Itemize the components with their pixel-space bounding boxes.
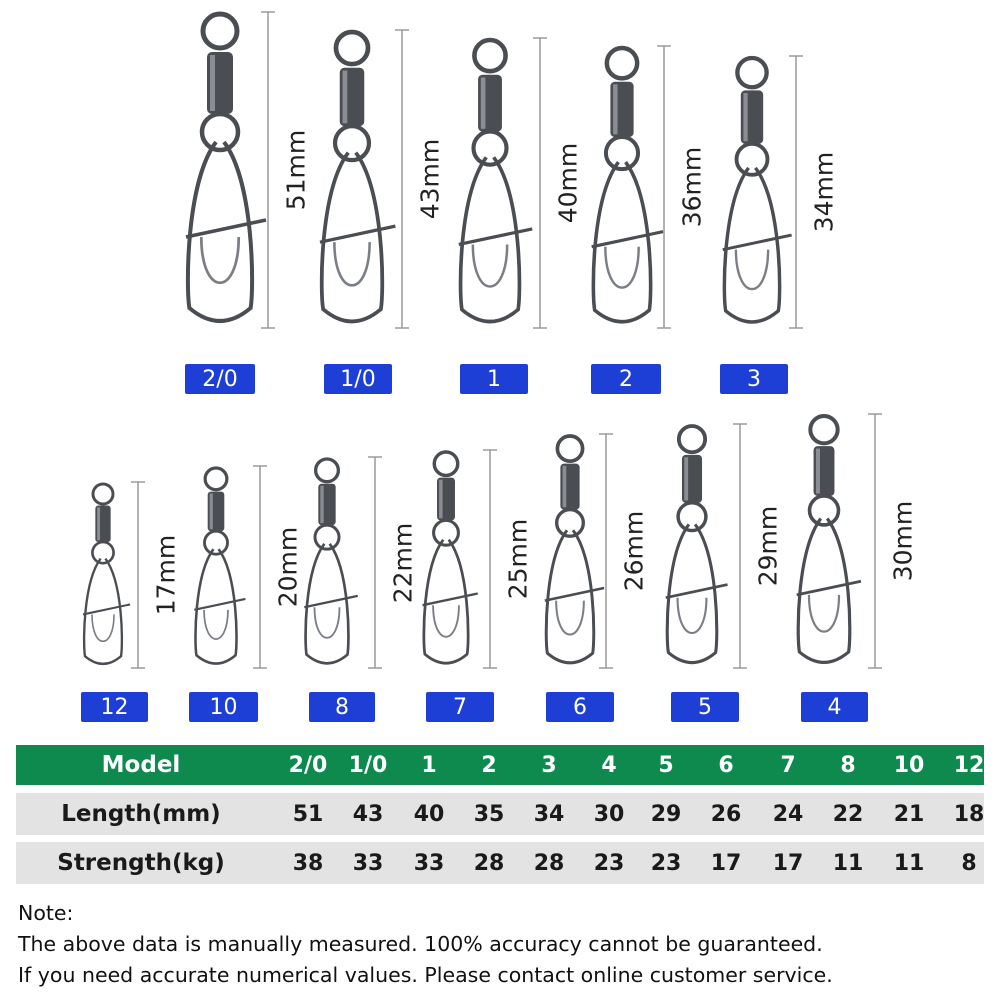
dimension-label: 40mm xyxy=(553,142,583,224)
dimension-line-11 xyxy=(868,414,882,668)
strength-cell: 17 xyxy=(710,850,742,876)
dimension-label: 36mm xyxy=(677,146,707,228)
swivel-snap-3 xyxy=(592,48,663,322)
size-badge: 1/0 xyxy=(324,364,392,394)
dimension-line-0 xyxy=(261,12,275,328)
table-header-row xyxy=(16,745,984,785)
dimension-line-1 xyxy=(395,30,409,328)
strength-cell: 28 xyxy=(473,850,505,876)
swivel-snap-6 xyxy=(194,468,245,664)
swivel-snap-0 xyxy=(186,14,266,321)
model-cell: 1 xyxy=(421,752,437,778)
swivel-snap-8 xyxy=(423,452,478,663)
dimension-line-2 xyxy=(533,38,547,328)
dimension-label: 20mm xyxy=(273,526,303,608)
strength-cell: 17 xyxy=(772,850,804,876)
strength-cell: 8 xyxy=(961,850,977,876)
strength-cell: 33 xyxy=(413,850,445,876)
dimension-label: 26mm xyxy=(619,510,649,592)
swivel-snap-2 xyxy=(459,40,532,322)
model-cell: 10 xyxy=(893,752,925,778)
swivel-snap-11 xyxy=(797,416,861,662)
dimension-label: 34mm xyxy=(809,151,839,233)
dimension-label: 30mm xyxy=(888,500,918,582)
length-cell: 51 xyxy=(292,801,324,827)
length-cell: 26 xyxy=(710,801,742,827)
model-cell: 4 xyxy=(601,752,617,778)
dimension-label: 51mm xyxy=(281,129,311,211)
dimension-line-10 xyxy=(733,424,747,668)
swivel-snap-1 xyxy=(320,32,395,321)
model-cell: 5 xyxy=(658,752,674,778)
model-cell: 2 xyxy=(481,752,497,778)
swivel-snap-4 xyxy=(723,58,792,322)
note-heading: Note: xyxy=(18,901,74,925)
strength-label: Strength(kg) xyxy=(57,850,225,876)
size-badge: 12 xyxy=(81,692,148,722)
strength-cell: 38 xyxy=(292,850,324,876)
dimension-line-6 xyxy=(253,466,267,668)
length-cell: 18 xyxy=(953,801,985,827)
strength-cell: 33 xyxy=(352,850,384,876)
length-cell: 24 xyxy=(772,801,804,827)
model-cell: 7 xyxy=(780,752,796,778)
dimension-label: 43mm xyxy=(415,138,445,220)
dimension-label: 29mm xyxy=(753,505,783,587)
model-label: Model xyxy=(101,752,181,778)
dimension-label: 17mm xyxy=(151,534,181,616)
length-cell: 35 xyxy=(473,801,505,827)
length-label: Length(mm) xyxy=(61,801,221,827)
size-badge: 10 xyxy=(189,692,258,722)
strength-cell: 23 xyxy=(650,850,682,876)
model-cell: 1/0 xyxy=(348,752,388,778)
note-line-2: If you need accurate numerical values. Please contact online customer service. xyxy=(18,963,833,987)
strength-row xyxy=(16,842,984,884)
strength-cell: 23 xyxy=(593,850,625,876)
size-badge: 7 xyxy=(426,692,494,722)
note-line-1: The above data is manually measured. 100% accuracy cannot be guaranteed. xyxy=(18,932,823,956)
size-badge: 4 xyxy=(801,692,868,722)
dimension-line-9 xyxy=(599,434,613,668)
swivel-snap-7 xyxy=(304,459,357,663)
length-cell: 40 xyxy=(413,801,445,827)
size-badge: 1 xyxy=(460,364,528,394)
size-badge: 6 xyxy=(546,692,614,722)
size-badge: 3 xyxy=(720,364,788,394)
note xyxy=(18,898,993,991)
dimension-line-7 xyxy=(368,457,382,668)
length-cell: 34 xyxy=(533,801,565,827)
dimension-line-3 xyxy=(657,46,671,328)
strength-cell: 28 xyxy=(533,850,565,876)
strength-cell: 11 xyxy=(893,850,925,876)
length-cell: 43 xyxy=(352,801,384,827)
swivel-snap-5 xyxy=(83,484,130,664)
swivel-snap-10 xyxy=(666,426,728,663)
dimension-line-4 xyxy=(789,56,803,328)
model-cell: 2/0 xyxy=(288,752,328,778)
model-cell: 6 xyxy=(718,752,734,778)
dimension-line-5 xyxy=(131,482,145,668)
size-badge: 2/0 xyxy=(185,364,255,394)
length-cell: 29 xyxy=(650,801,682,827)
model-cell: 12 xyxy=(953,752,985,778)
size-badge: 2 xyxy=(591,364,661,394)
swivel-snap-9 xyxy=(545,436,604,663)
length-cell: 21 xyxy=(893,801,925,827)
strength-cell: 11 xyxy=(832,850,864,876)
length-row xyxy=(16,793,984,835)
length-cell: 30 xyxy=(593,801,625,827)
size-badge: 5 xyxy=(671,692,739,722)
dimension-line-8 xyxy=(483,450,497,668)
size-badge: 8 xyxy=(309,692,375,722)
dimension-label: 25mm xyxy=(503,518,533,600)
length-cell: 22 xyxy=(832,801,864,827)
model-cell: 3 xyxy=(541,752,557,778)
model-cell: 8 xyxy=(840,752,856,778)
dimension-label: 22mm xyxy=(388,522,418,603)
